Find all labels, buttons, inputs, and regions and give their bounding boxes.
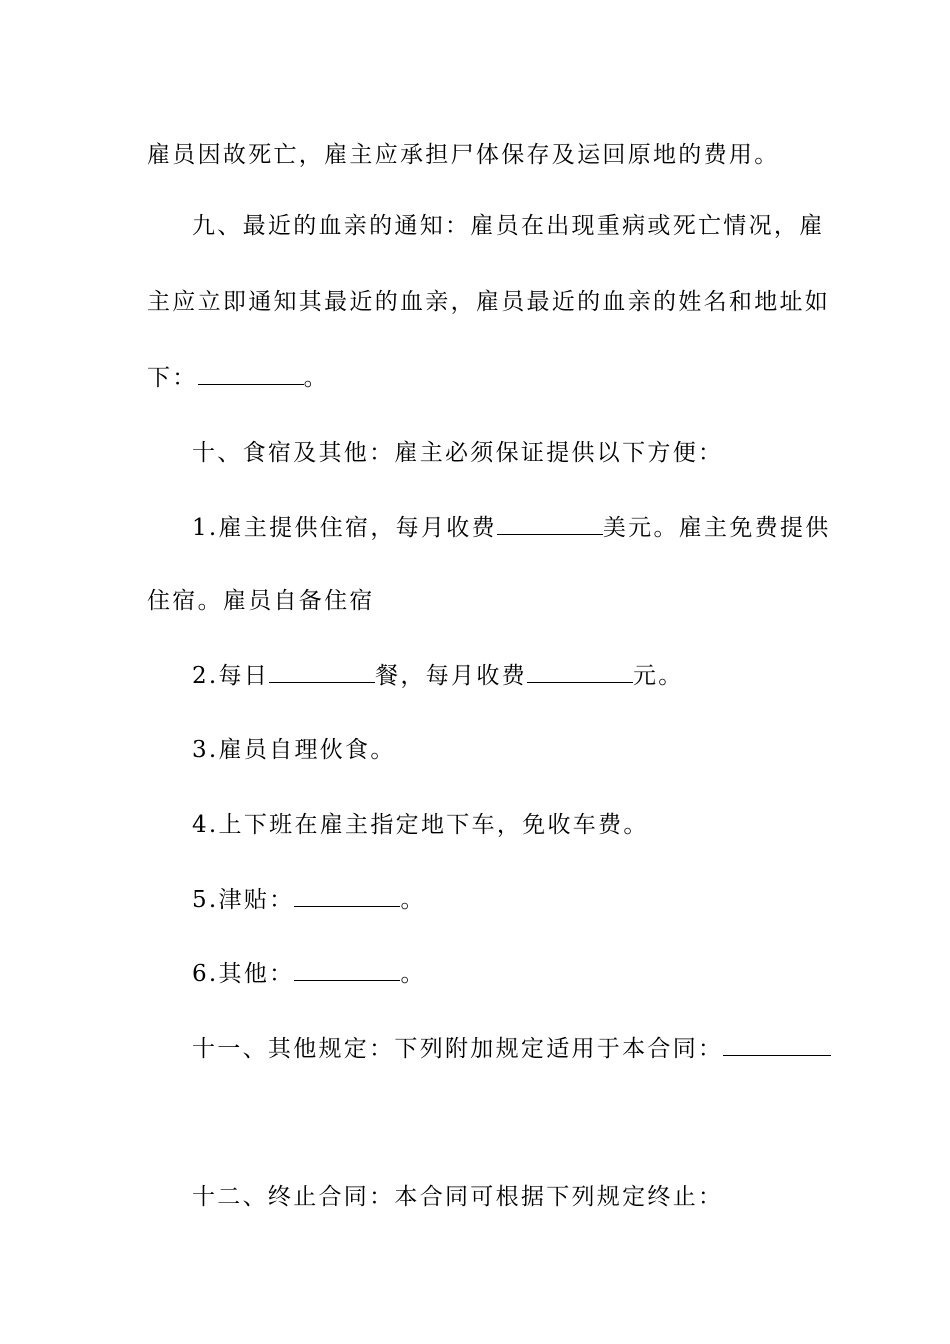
- item-1-lodging-line: 1.雇主提供住宿，每月收费 美元。雇主免费提供: [192, 512, 831, 543]
- item-6-other-line: 6.其他： 。: [192, 958, 426, 989]
- item-4-line: 4.上下班在雇主指定地下车，免收车费。: [192, 812, 649, 838]
- clause-12-line: 十二、终止合同：本合同可根据下列规定终止：: [192, 1184, 724, 1210]
- clause-11-line: 十一、其他规定：下列附加规定适用于本合同：: [192, 1033, 831, 1064]
- meals-fee-blank[interactable]: [527, 660, 633, 683]
- item-5-allowance-line: 5.津贴： 。: [192, 884, 426, 915]
- paragraph-death-expenses: 雇员因故死亡，雇主应承担尸体保存及运回原地的费用。: [147, 142, 780, 168]
- other-blank[interactable]: [294, 958, 400, 981]
- item-3-line: 3.雇员自理伙食。: [192, 737, 396, 763]
- additional-rules-blank[interactable]: [723, 1033, 831, 1056]
- allowance-blank[interactable]: [294, 884, 400, 907]
- clause-9-address-line: 下： 。: [147, 362, 329, 393]
- meals-per-day-blank[interactable]: [269, 660, 375, 683]
- lodging-fee-blank[interactable]: [497, 512, 603, 535]
- clause-9-continuation-line: 主应立即通知其最近的血亲，雇员最近的血亲的姓名和地址如: [147, 289, 831, 315]
- relative-address-blank[interactable]: [198, 362, 304, 385]
- clause-9-heading-line: 九、最近的血亲的通知：雇员在出现重病或死亡情况，雇: [192, 213, 825, 239]
- clause-10-heading: 十、食宿及其他：雇主必须保证提供以下方便：: [192, 440, 724, 466]
- item-2-meals-line: 2.每日 餐，每月收费 元。: [192, 660, 684, 691]
- item-1-continuation-line: 住宿。雇员自备住宿: [147, 588, 375, 614]
